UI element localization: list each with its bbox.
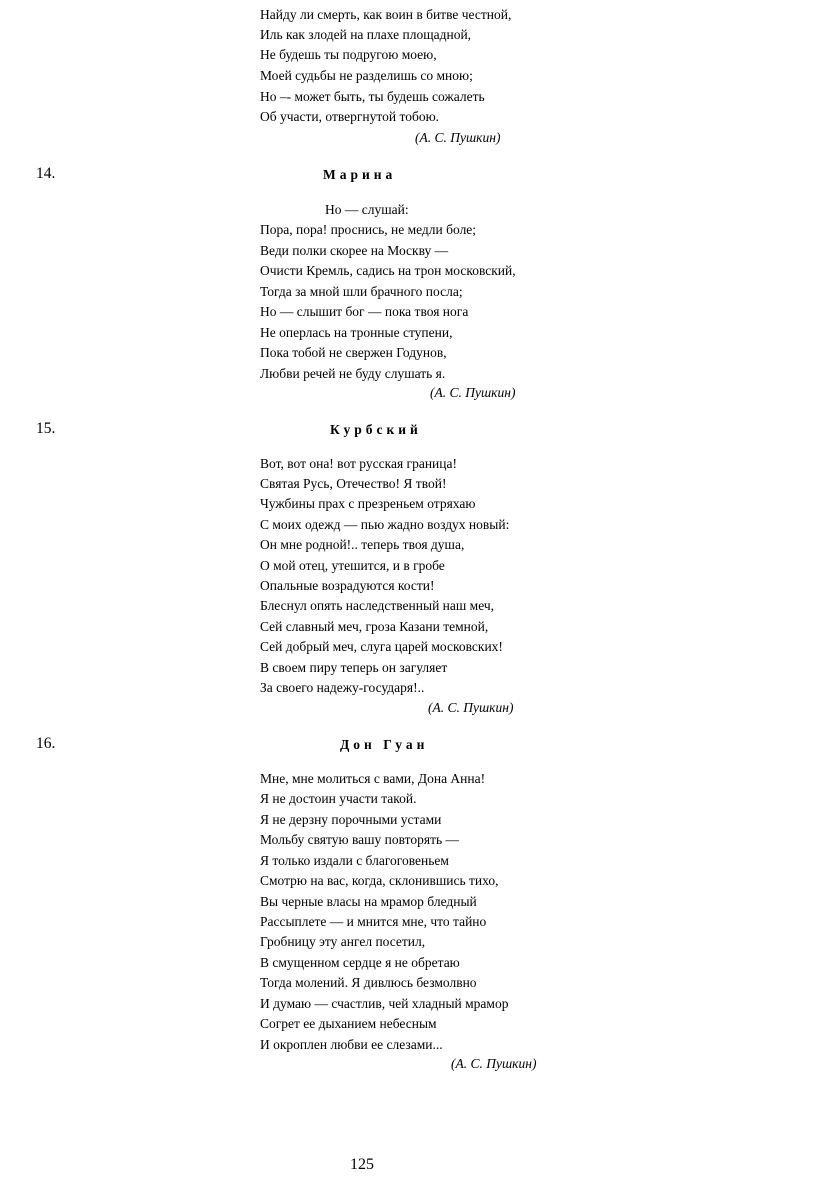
section-number: 15. [36, 420, 56, 437]
poem-line: С моих одежд — пью жадно воздух новый: [260, 517, 510, 532]
section-title: Дон Гуан [340, 737, 429, 752]
poem-line: Тогда за мной шли брачного посла; [260, 284, 463, 299]
poem-line: Чужбины прах с презреньем отряхаю [260, 496, 476, 511]
poem-line: За своего надежу-государя!.. [260, 680, 425, 695]
poem-line: Опальные возрадуются кости! [260, 578, 435, 593]
poem-line: Блеснул опять наследственный наш меч, [260, 598, 495, 613]
poem-line: Найду ли смерть, как воин в битве честной, [260, 7, 512, 22]
section-title: Курбский [330, 422, 422, 437]
poem-line: И окроплен любви ее слезами... [260, 1037, 443, 1052]
poem-line: В смущенном сердце я не обретаю [260, 955, 460, 970]
poem-line: Иль как злодей на плахе площадной, [260, 27, 472, 42]
poem-line: Пока тобой не свержен Годунов, [260, 345, 447, 360]
author-attribution: (А. С. Пушкин) [415, 130, 501, 145]
poem-line: Мольбу святую вашу повторять — [260, 832, 460, 847]
poem-line: Я не дерзну порочными устами [260, 812, 442, 827]
poem-line: Он мне родной!.. теперь твоя душа, [260, 537, 465, 552]
poem-line: Сей славный меч, гроза Казани темной, [260, 619, 489, 634]
poem-line: Об участи, отвергнутой тобою. [260, 109, 440, 124]
poem-line: Вы черные власы на мрамор бледный [260, 894, 477, 909]
author-attribution: (А. С. Пушкин) [428, 700, 514, 715]
poem-line: Гробницу эту ангел посетил, [260, 934, 426, 949]
poem-line: Согрет ее дыханием небесным [260, 1016, 437, 1031]
poem-line: Я не достоин участи такой. [260, 791, 417, 806]
poem-line: Рассыплете — и мнится мне, что тайно [260, 914, 487, 929]
poem-line: Пора, пора! проснись, не медли боле; [260, 222, 477, 237]
poem-line: Моей судьбы не разделишь со мною; [260, 68, 473, 83]
poem-line: В своем пиру теперь он загуляет [260, 660, 448, 675]
poem-line: Мне, мне молиться с вами, Дона Анна! [260, 771, 486, 786]
poem-line: Святая Русь, Отечество! Я твой! [260, 476, 447, 491]
poem-line: Любви речей не буду слушать я. [260, 366, 446, 381]
poem-line: Не будешь ты подругою моею, [260, 47, 437, 62]
author-attribution: (А. С. Пушкин) [451, 1056, 537, 1071]
poem-line: Сей добрый меч, слуга царей московских! [260, 639, 503, 654]
poem-line: Но — слышит бог — пока твоя нога [260, 304, 469, 319]
poem-line: Но — слушай: [325, 202, 409, 217]
author-attribution: (А. С. Пушкин) [430, 385, 516, 400]
section-title: Марина [323, 167, 397, 182]
page-number: 125 [350, 1156, 374, 1173]
poem-line: Но –- может быть, ты будешь сожалеть [260, 89, 485, 104]
poem-line: Вот, вот она! вот русская граница! [260, 456, 457, 471]
poem-line: Я только издали с благоговеньем [260, 853, 449, 868]
poem-line: Смотрю на вас, когда, склонившись тихо, [260, 873, 499, 888]
poem-line: Не оперлась на тронные ступени, [260, 325, 453, 340]
poem-line: Тогда молений. Я дивлюсь безмолвно [260, 975, 477, 990]
poem-line: Веди полки скорее на Москву — [260, 243, 449, 258]
poem-line: Очисти Кремль, садись на трон московский, [260, 263, 516, 278]
poem-line: О мой отец, утешится, и в гробе [260, 558, 445, 573]
poem-line: И думаю — счастлив, чей хладный мрамор [260, 996, 509, 1011]
section-number: 14. [36, 165, 56, 182]
section-number: 16. [36, 735, 56, 752]
